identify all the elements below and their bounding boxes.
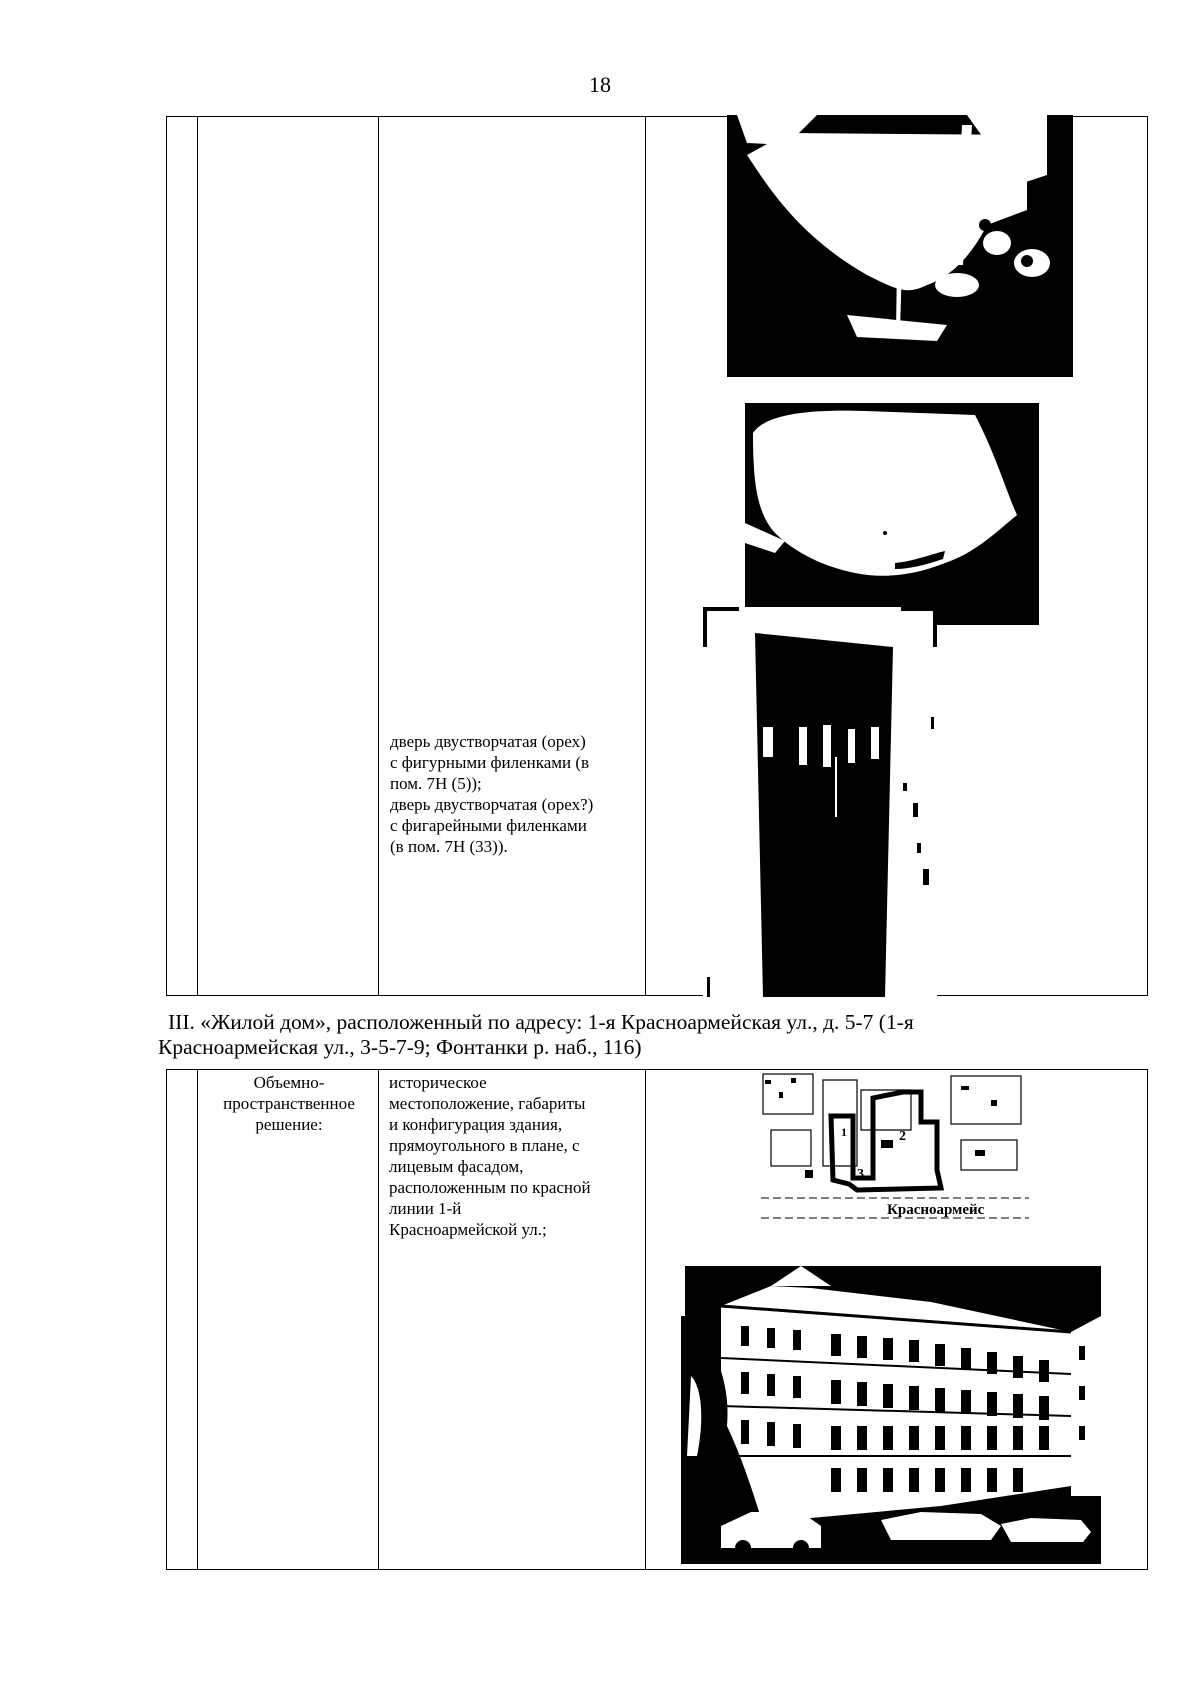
map-street-label: Красноармейс: [887, 1202, 985, 1218]
column-divider: [378, 117, 379, 995]
text-line: историческое: [389, 1073, 487, 1092]
map-number-1: 1: [841, 1125, 847, 1139]
plafond-photo: [745, 403, 1039, 625]
text-line: пом. 7Н (5));: [390, 774, 482, 793]
text-line: линии 1-й: [389, 1199, 462, 1218]
text-line: решение:: [255, 1115, 323, 1134]
text-line: с фигарейными филенками: [390, 816, 587, 835]
section-heading: [158, 1010, 1048, 1060]
text-line: с фигурными филенками (в: [390, 753, 590, 772]
column-divider: [645, 1070, 646, 1569]
column-divider: [197, 117, 198, 995]
column-divider: [378, 1070, 379, 1569]
section-heading-line2: Красноармейская ул., 3-5-7-9; Фонтанки р. наб., 116): [158, 1035, 642, 1059]
table-top: [166, 116, 1148, 996]
text-line: Красноармейской ул.;: [389, 1220, 547, 1239]
building-photo: [681, 1256, 1101, 1564]
text-line: местоположение, габариты: [389, 1094, 586, 1113]
page-number: 18: [589, 72, 611, 97]
row-heading: [201, 1072, 377, 1135]
ceiling-photo: [727, 115, 1073, 377]
text-line: дверь двустворчатая (орех?): [390, 795, 594, 814]
table-bottom: [166, 1069, 1148, 1570]
section-heading-line1: III. «Жилой дом», расположенный по адресу: 1-я Красноармейская ул., д. 5-7 (1-я: [168, 1010, 914, 1034]
text-line: прямоугольного в плане, с: [389, 1136, 580, 1155]
text-line: (в пом. 7Н (33)).: [390, 837, 508, 856]
column-divider: [197, 1070, 198, 1569]
text-line: дверь двустворчатая (орех): [390, 732, 586, 751]
column-divider: [645, 117, 646, 995]
text-line: и конфигурация здания,: [389, 1115, 563, 1134]
row-description: [389, 1072, 637, 1240]
door-description: [390, 731, 638, 857]
map-number-3: 3: [857, 1167, 864, 1182]
text-line: расположенным по красной: [389, 1178, 591, 1197]
map-number-2: 2: [899, 1129, 906, 1144]
text-line: пространственное: [223, 1094, 355, 1113]
text-line: лицевым фасадом,: [389, 1157, 524, 1176]
site-map: [761, 1070, 1029, 1228]
door-photo: [703, 607, 937, 997]
text-line: Объемно-: [253, 1073, 325, 1092]
